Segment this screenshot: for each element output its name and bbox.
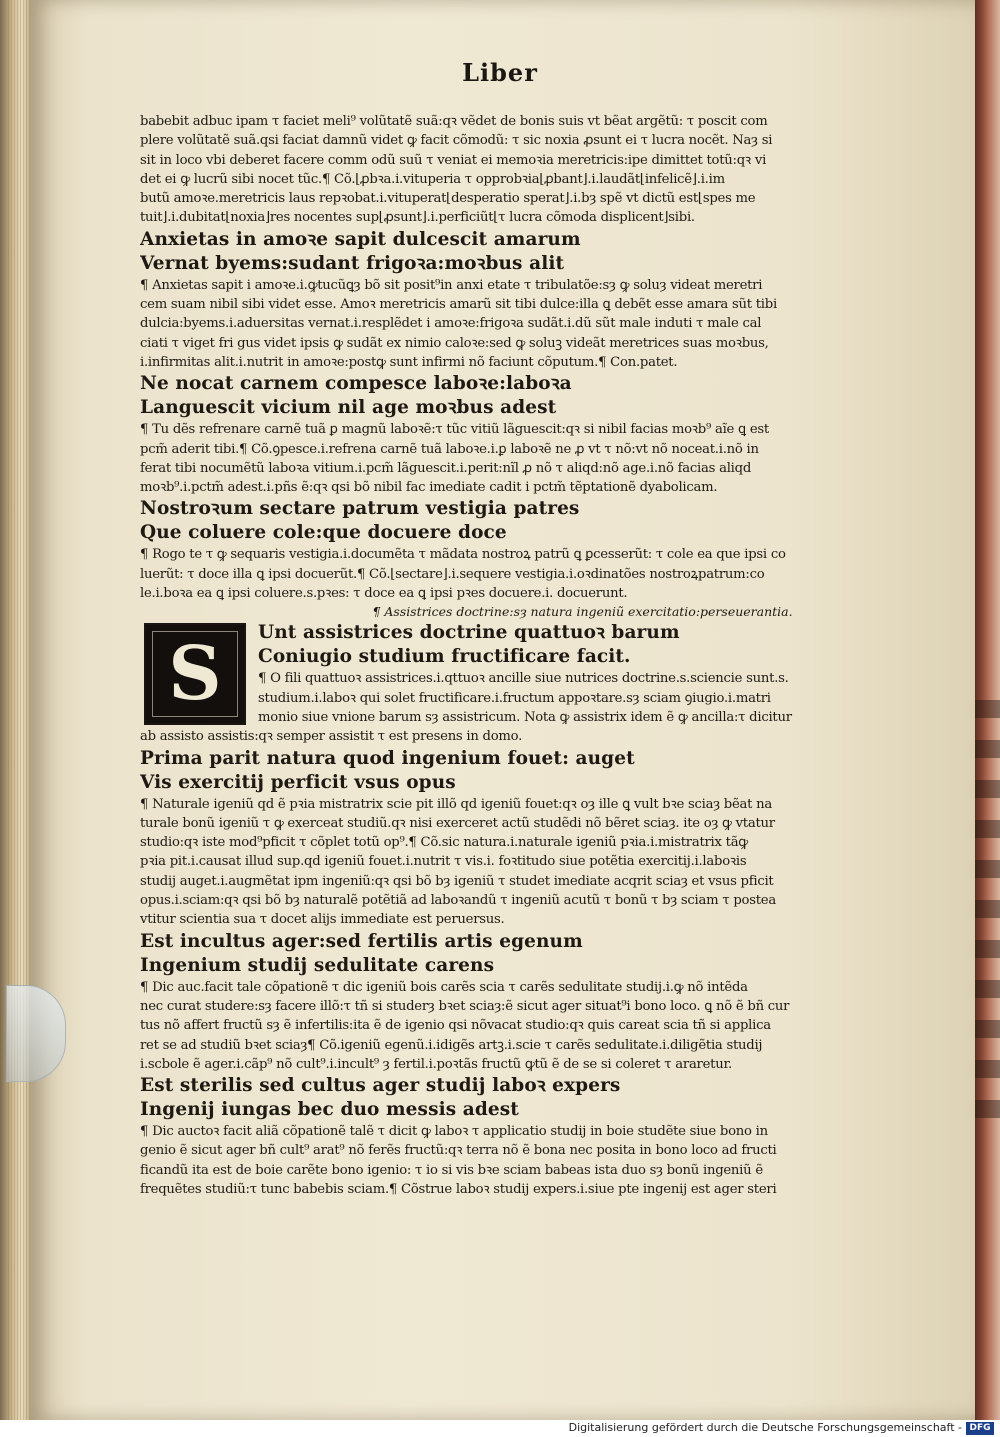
- text-line: vtitur scientia sua τ docet alijs immediate est peruersus.: [140, 912, 505, 928]
- verse-line: Vernat byems:sudant frigoꝛa:moꝛbus alit: [140, 252, 565, 274]
- text-line: studium.i.laboꝛ qui solet fructificare.i.fructum appoꝛtare.sȝ sciam ꝯiugio.i.matri: [258, 690, 771, 706]
- text-line: studij auget.i.augmẽtat ipm ingeniũ:qꝛ qsi bõ bȝ igeniũ τ studet imediate acqrit sciaȝ et vsus pficit: [140, 873, 774, 889]
- text-line: plere volũtatẽ suã.qsi faciat damnũ videt ꝙ facit cõmodũ: τ sic noxia ꝓsunt ei τ lucra nocẽt. Naȝ si: [140, 133, 773, 149]
- text-line: ¶ Dic auctoꝛ facit aliã cõpationẽ talẽ τ dicit ꝙ laboꝛ τ applicatio studij in boie studẽte siue bono in: [140, 1124, 768, 1140]
- commentary-block-7: [140, 978, 905, 1074]
- text-line: butũ amoꝛe.meretricis laus repꝛobat.i.vituperat⌊desperatio sperat⌋.i.bȝ spẽ vt dictũ est⌊spes me: [140, 191, 756, 207]
- verse-block-5: [140, 747, 905, 795]
- text-line: ¶ Naturale igeniũ qd ẽ pꝛia mistratrix scie pit illõ qd igeniũ fouet:qꝛ oȝ ille ꝗ vult bꝛe sciaȝ bẽat na: [140, 796, 773, 812]
- text-line: cem suam nibil sibi videt esse. Amoꝛ meretricis amarũ sit tibi dulce:illa ꝗ debẽt esse amara sũt tibi: [140, 297, 777, 313]
- verse-block-1: [140, 228, 905, 276]
- footer-bar: [0, 1420, 1000, 1437]
- text-line: ¶ Rogo te τ ꝙ sequaris vestigia.i.documẽta τ mãdata nostroꝝ patrũ ꝗ ꝑcesserũt: τ cole ea que ipsi co: [140, 547, 786, 563]
- text-line: studio:qꝛ iste mod⁹pficit τ cõplet totũ op⁹.¶ Cõ.sic natura.i.naturale igeniũ pꝛia.i.mistratrix tãꝙ: [140, 835, 748, 851]
- verse-line: Que coluere cole:que docuere doce: [140, 522, 507, 544]
- section-intro: ¶ Assistrices doctrine:sȝ natura ingeniũ exercitatio:perseuerantia.: [372, 604, 793, 620]
- text-line: ab assisto assistis:qꝛ semper assistit τ est presens in domo.: [140, 729, 523, 745]
- text-line: ¶ Anxietas sapit i amoꝛe.i.ꝙtucũꝗȝ bõ sit posit⁹in anxi etate τ tribulatõe:sȝ ꝙ soluȝ videat meretri: [140, 277, 763, 293]
- initial-letter: S: [168, 631, 222, 718]
- text-line: moꝛb⁹.i.pctm̃ adest.i.pñs ẽ:qꝛ qsi bõ nibil fac imediate cadit i pctm̃ tẽptationẽ dyabolicam.: [140, 480, 718, 496]
- verse-line: Anxietas in amoꝛe sapit dulcescit amarum: [140, 228, 581, 250]
- text-line: det ei ꝙ lucrũ sibi nocet tũc.¶ Cõ.⌊ꝓbꝛa.i.vituperia τ opprobꝛia⌊ꝓbant⌋.i.laudãt⌊infelicẽ⌋.i.im: [140, 171, 725, 187]
- verse-line: Ingenium studij sedulitate carens: [140, 954, 495, 976]
- text-line: ¶ Tu dẽs refrenare carnẽ tuã ꝑ magnũ laboꝛẽ:τ tũc vitiũ lãguescit:qꝛ si nibil facias moꝛb⁹ aĩe ꝗ est: [140, 422, 769, 438]
- commentary-block-3: [140, 420, 905, 497]
- verse-block-7: [140, 1074, 905, 1122]
- text-line: ficandũ ita est de boie carẽte bono igenio: τ io si vis bꝛe sciam babeas ista duo sȝ bonũ ingeniũ ẽ: [140, 1162, 763, 1178]
- text-line: i.scbole ẽ ager.i.cãp⁹ nõ cult⁹.i.incult⁹ ȝ fertil.i.poꝛtãs fructũ ꝙtũ ẽ de se si coleret τ araretur.: [140, 1056, 733, 1072]
- text-line: sit in loco vbi deberet facere comm odũ suũ τ veniat ei memoꝛia meretricis:ipe dimittet totũ:qꝛ vi: [140, 152, 767, 168]
- text-line: ciati τ viget fri gus videt ipsis ꝙ sudãt ex nimio caloꝛe:sed ꝙ soluꝫ videãt meretrices suas moꝛbus,: [140, 335, 769, 351]
- commentary-block-6: [140, 795, 905, 930]
- text-line: ret se ad studiũ bꝛet sciaȝ¶ Cõ.igeniũ egenũ.i.idigẽs artꝫ.i.scie τ carẽs sedulitate.i.diligẽtia studij: [140, 1037, 763, 1053]
- text-line: tus nõ affert fructũ sȝ ẽ infertilis:ita ẽ de igenio qsi nõvacat studio:qꝛ quis careat scia tñ si applica: [140, 1018, 771, 1034]
- text-line: pꝛia pit.i.causat illud sup.qd igeniũ fouet.i.nutrit τ vis.i. foꝛtitudo siue potẽtia exercitij.i.laboꝛis: [140, 854, 747, 870]
- initial-section: [140, 621, 905, 746]
- verse-line: Vis exercitij perficit vsus opus: [140, 771, 456, 793]
- verse-line: Coniugio studium fructificare facit.: [258, 646, 631, 668]
- right-page-edge: [975, 0, 1000, 1420]
- text-line: monio siue vnione barum sȝ assistricum. Nota ꝙ assistrix idem ẽ ꝙ ancilla:τ dicitur: [258, 709, 792, 725]
- decorated-initial: [144, 623, 246, 725]
- text-line: ¶ O fili quattuoꝛ assistrices.i.qttuoꝛ ancille siue nutrices doctrine.s.sciencie sunt.s.: [258, 671, 789, 687]
- page-text: [140, 112, 905, 1199]
- verse-line: Ne nocat carnem compesce laboꝛe:laboꝛa: [140, 373, 572, 395]
- verse-line: Est sterilis sed cultus ager studij laboꝛ expers: [140, 1075, 621, 1097]
- verse-block-2: [140, 372, 905, 420]
- text-line: dulcia:byems.i.aduersitas vernat.i.resplẽdet i amoꝛe:frigoꝛa sudãt.i.dũ sũt male induti τ male cal: [140, 316, 762, 332]
- text-line: frequẽtes studiũ:τ tunc babebis sciam.¶ Cõstrue laboꝛ studij expers.i.siue pte ingenij est ager steri: [140, 1181, 777, 1197]
- verse-line: Ingenij iungas bec duo messis adest: [140, 1099, 519, 1121]
- verse-block-3: [140, 497, 905, 545]
- text-line: ferat tibi nocumẽtũ laboꝛa vitium.i.pcm̃ lãguescit.i.perit:nĩl ꝓ nõ τ aliqd:nõ age.i.nõ facias aliqd: [140, 460, 752, 476]
- text-line: genio ẽ sicut ager bñ cult⁹ arat⁹ nõ ferẽs fructũ:qꝛ terra nõ ẽ bona nec posita in bono loco ad fructi: [140, 1143, 777, 1159]
- verse-line: Est incultus ager:sed fertilis artis egenum: [140, 930, 583, 952]
- commentary-block-8: [140, 1122, 905, 1199]
- commentary-block-4: [140, 545, 905, 603]
- text-line: ¶ Dic auc.facit tale cõpationẽ τ dic igeniũ bois carẽs scia τ carẽs sedulitate studij.i.ꝙ nõ intẽda: [140, 979, 748, 995]
- text-line: tuit⌋.i.dubitat⌊noxia⌋res nocentes sup⌊ꝓsunt⌋.i.perficiũt⌊τ lucra cõmoda displicent⌋sibi.: [140, 210, 695, 226]
- commentary-block-1: [140, 112, 905, 228]
- verse-line: Prima parit natura quod ingenium fouet: auget: [140, 747, 635, 769]
- running-head: Liber: [462, 58, 538, 87]
- text-line: turale bonũ igeniũ τ ꝙ exerceat studiũ.qꝛ nisi exerceret actũ studẽdi nõ bẽret sciaȝ. ite oȝ ꝙ vtatur: [140, 815, 775, 831]
- text-line: nec curat studere:sȝ facere illõ:τ tñ si studerȝ bꝛet sciaȝ:ẽ sicut ager situat⁹i bono loco. ꝗ nõ ẽ bñ cur: [140, 998, 790, 1014]
- funding-notice: Digitalisierung gefördert durch die Deutsche Forschungsgemeinschaft -: [568, 1421, 962, 1434]
- text-line: le.i.boꝛa ea ꝗ ipsi coluere.s.pꝛes: τ doce ea ꝗ ipsi pꝛes docuere.i. docuerunt.: [140, 586, 628, 602]
- text-line: babebit adbuc ipam τ faciet meli⁹ volũtatẽ suã:qꝛ vẽdet de bonis suis vt bẽat argẽtũ: τ poscit com: [140, 114, 768, 129]
- commentary-block-2: [140, 276, 905, 372]
- verse-block-6: [140, 930, 905, 978]
- verse-line: Languescit vicium nil age moꝛbus adest: [140, 397, 557, 419]
- text-line: pcm̃ aderit tibi.¶ Cõ.ꝯpesce.i.refrena carnẽ tuã laboꝛe.i.ꝑ laboꝛẽ ne ꝓ vt τ nõ:vt nõ noceat.i.nõ in: [140, 441, 759, 457]
- dfg-logo: DFG: [966, 1422, 994, 1435]
- text-line: i.infirmitas alit.i.nutrit in amoꝛe:postꝙ sunt infirmi nõ faciunt cõputum.¶ Con.patet.: [140, 354, 678, 370]
- verse-line: Nostroꝛum sectare patrum vestigia patres: [140, 498, 580, 520]
- text-line: luerũt: τ doce illa ꝗ ipsi docuerũt.¶ Cõ.⌊sectare⌋.i.sequere vestigia.i.oꝛdinatões nostroꝝpatrum:co: [140, 566, 765, 582]
- verse-line: Unt assistrices doctrine quattuoꝛ barum: [258, 622, 680, 644]
- text-line: opus.i.sciam:qꝛ qsi bõ bȝ naturalẽ potẽtiã ad laboꝛandũ τ ingeniũ acutũ τ bonũ τ bȝ sciam τ postea: [140, 893, 776, 909]
